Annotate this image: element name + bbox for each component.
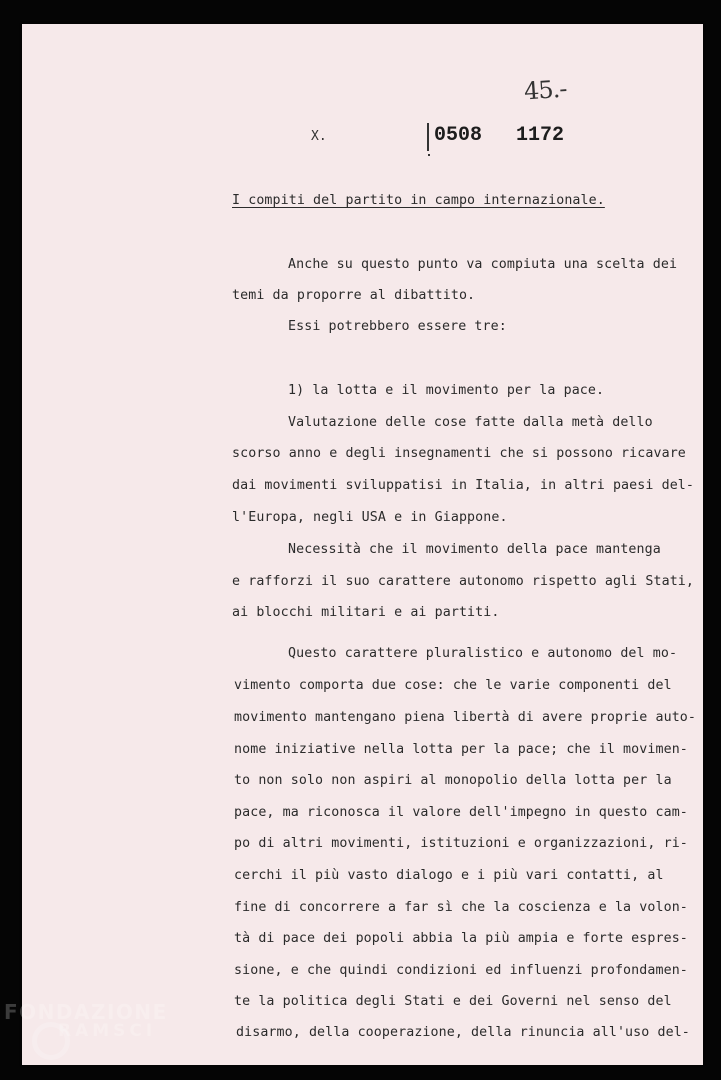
document-page — [22, 24, 703, 1065]
text-line: e rafforzi il suo carattere autonomo rispetto agli Stati, — [232, 574, 695, 589]
text-line: po di altri movimenti, istituzioni e organizzazioni, ri- — [234, 836, 688, 851]
text-line: fine di concorrere a far sì che la coscienza e la volon- — [234, 900, 688, 915]
text-line: pace, ma riconosca il valore dell'impegno in questo cam- — [234, 805, 688, 820]
text-line: te la politica degli Stati e dei Governi nel senso del — [234, 994, 672, 1009]
text-line: ai blocchi militari e ai partiti. — [232, 605, 500, 620]
archive-stamp-part2: 1172 — [516, 124, 565, 147]
watermark-line1: FONDAZIONE — [4, 1000, 168, 1024]
section-label: X. — [311, 129, 327, 144]
text-line: vimento comporta due cose: che le varie componenti del — [234, 678, 672, 693]
text-line: l'Europa, negli USA e in Giappone. — [232, 510, 508, 525]
list-item-heading: 1) la lotta e il movimento per la pace. — [288, 383, 605, 398]
text-line: Essi potrebbero essere tre: — [288, 319, 507, 334]
text-line: dai movimenti sviluppatisi in Italia, in altri paesi del- — [232, 478, 695, 493]
text-line: to non solo non aspiri al monopolio della lotta per la — [234, 773, 672, 788]
stamp-mark — [427, 123, 429, 151]
text-line: nome iniziative nella lotta per la pace; che il movimen- — [234, 742, 688, 757]
text-line: scorso anno e degli insegnamenti che si possono ricavare — [232, 446, 686, 461]
text-line: Questo carattere pluralistico e autonomo del mo- — [288, 646, 678, 661]
text-line: sione, e che quindi condizioni ed influenzi profondamen- — [234, 963, 688, 978]
document-heading: I compiti del partito in campo internazionale. — [232, 193, 605, 208]
text-line: temi da proporre al dibattito. — [232, 288, 476, 303]
text-line: tà di pace dei popoli abbia la più ampia e forte espres- — [234, 931, 688, 946]
stamp-dot — [428, 154, 430, 156]
handwritten-page-number: 45.- — [523, 74, 568, 106]
text-line: movimento mantengano piena libertà di avere proprie auto- — [234, 710, 697, 725]
text-line: Valutazione delle cose fatte dalla metà dello — [288, 415, 653, 430]
watermark-line2: RAMSCI — [58, 1021, 157, 1041]
archive-stamp-part1: 0508 — [434, 124, 483, 147]
text-line: Necessità che il movimento della pace mantenga — [288, 542, 661, 557]
text-line: Anche su questo punto va compiuta una scelta dei — [288, 257, 678, 272]
text-line: disarmo, della cooperazione, della rinuncia all'uso del- — [236, 1025, 690, 1040]
text-line: cerchi il più vasto dialogo e i più vari contatti, al — [234, 868, 664, 883]
